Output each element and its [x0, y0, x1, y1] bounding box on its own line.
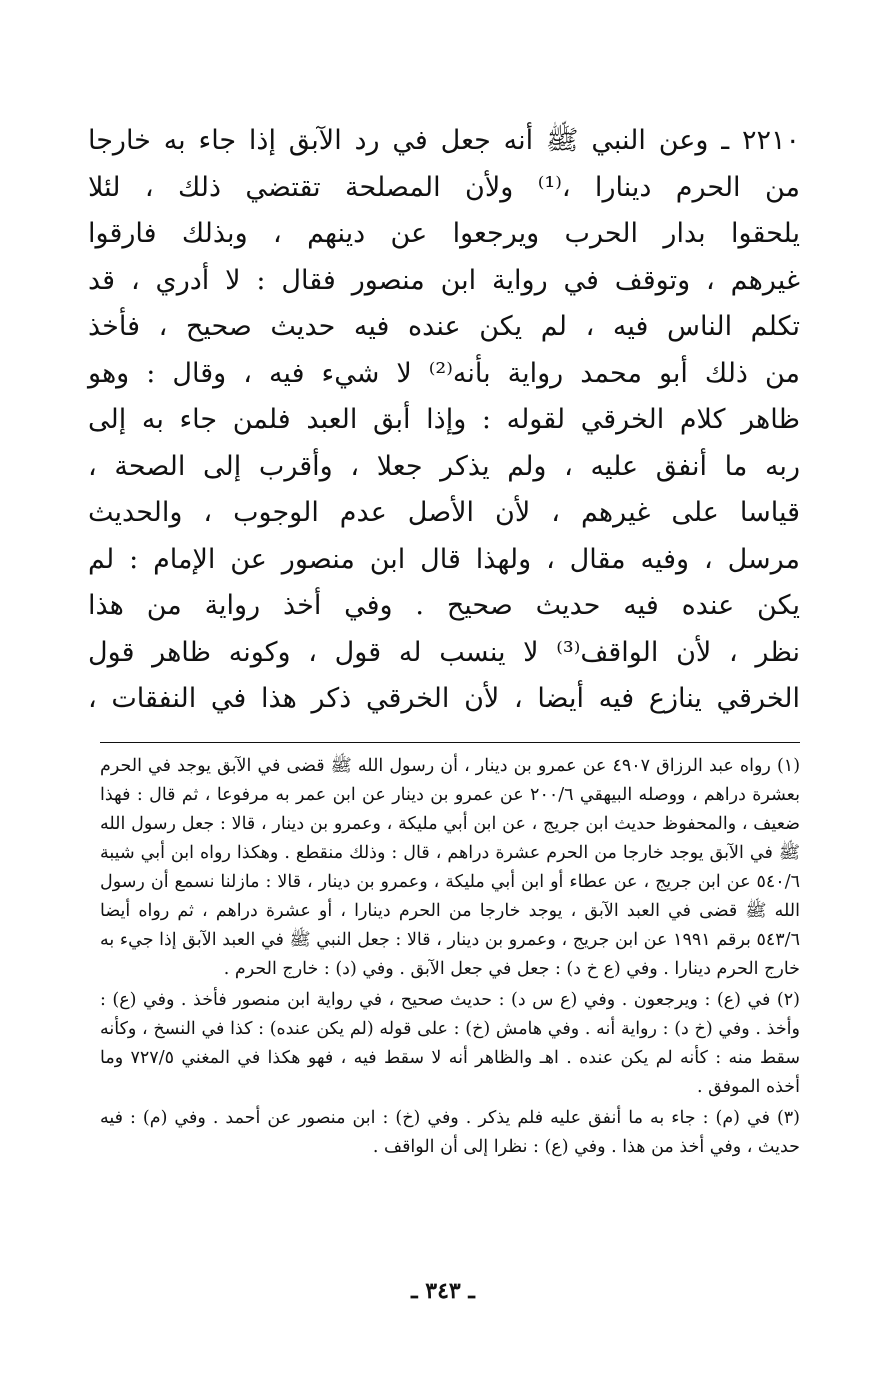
main-line: الخرقي ينازع فيه أيضا ، لأن الخرقي ذكر هذا في النفقات ، [88, 683, 800, 714]
main-line: غيرهم ، وتوقف في رواية ابن منصور فقال : لا أدري ، قد [88, 264, 800, 296]
footnotes-block [100, 752, 800, 1162]
main-line: ربه ما أنفق عليه ، ولم يذكر جعلا ، وأقرب إلى الصحة ، [88, 450, 800, 482]
main-line: قياسا على غيرهم ، لأن الأصل عدم الوجوب ، والحديث [88, 497, 800, 528]
main-line: ظاهر كلام الخرقي لقوله : وإذا أبق العبد فلمن جاء به إلى [88, 404, 800, 435]
main-line: من الحرم دينارا ،⁽¹⁾ ولأن المصلحة تقتضي ذلك ، لئلا [88, 171, 800, 203]
main-line: مرسل ، وفيه مقال ، ولهذا قال ابن منصور عن الإمام : لم [88, 543, 800, 575]
footnote-3: (٣) في (م) : جاء به ما أنفق عليه فلم يذكر . وفي (خ) : ابن منصور عن أحمد . وفي (م) : فيه حديث ، وفي أخذ من هذا . وفي (ع) : نظرا إلى أن الواقف . [100, 1108, 800, 1157]
footnote-separator [100, 742, 800, 743]
main-line: يكن عنده فيه حديث صحيح . وفي أخذ رواية من هذا [88, 590, 800, 621]
footnote-1: (١) رواه عبد الرزاق ٤٩٠٧ عن عمرو بن دينار ، أن رسول الله ﷺ قضى في الآبق يوجد في الحرم بعشرة دراهم ، ووصله البيهقي ٢٠٠/٦ عن عمرو بن دينار عن ابن عمر به مرفوعا ، ثم قال : فهذا ضعيف ، والمحفوظ حديث ابن جريج ، عن ابن أبي مليكة ، وعمرو بن دينار ، قالا : جعل رسول الله ﷺ في الآبق يوجد خارجا من الحرم عشرة دراهم ، قال : وذلك منقطع . وهكذا رواه ابن أبي شيبة ٥٤٠/٦ عن ابن جريج ، عن عطاء أو ابن أبي مليكة ، وعمرو بن دينار ، قالا : مازلنا نسمع أن رسول الله ﷺ قضى في العبد الآبق ، يوجد خارجا من الحرم دينارا ، أو عشرة دراهم ، ثم رواه أيضا ٥٤٣/٦ برقم ١٩٩١ عن ابن جريج ، وعمرو بن دينار ، قالا : جعل النبي ﷺ في العبد الآبق إذا جيء به خارج الحرم دينارا . وفي (ع خ د) : جعل في جعل الآبق . وفي (د) : خارج الحرم . [100, 756, 801, 979]
main-line: تكلم الناس فيه ، لم يكن عنده فيه حديث صحيح ، فأخذ [88, 311, 800, 342]
main-line: يلحقوا بدار الحرب ويرجعوا عن دينهم ، وبذلك فارقوا [88, 218, 800, 249]
footnote-2: (٢) في (ع) : ويرجعون . وفي (ع س د) : حديث صحيح ، في رواية ابن منصور فأخذ . وفي (ع) : وأخذ . وفي (خ د) : رواية أنه . وفي هامش (خ) : على قوله (لم يكن عنده) : كذا في النسخ ، وكأنه سقط منه : كأنه لم يكن عنده . اهـ والظاهر أنه لا سقط فيه ، فهو هكذا في المغني ٧٢٧/٥ وما أخذه الموفق . [100, 990, 800, 1097]
main-text-block [88, 118, 800, 723]
main-line: ٢٢١٠ ـ وعن النبي ﷺ أنه جعل في رد الآبق إذا جاء به خارجا [88, 125, 800, 156]
main-line: نظر ، لأن الواقف⁽³⁾ لا ينسب له قول ، وكونه ظاهر قول [88, 636, 800, 668]
page-number: ـ ٣٤٣ ـ [411, 1278, 475, 1304]
main-line: من ذلك أبو محمد رواية بأنه⁽²⁾ لا شيء فيه ، وقال : وهو [88, 357, 800, 389]
